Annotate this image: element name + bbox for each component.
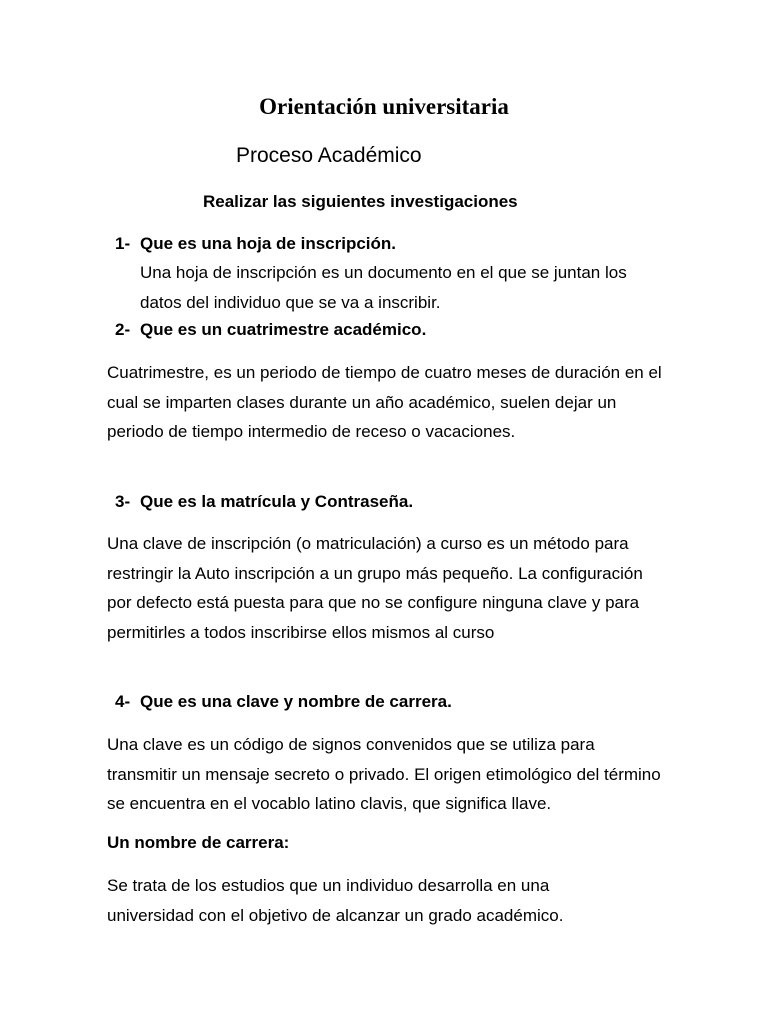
question-answer: Cuatrimestre, es un periodo de tiempo de cuatro meses de duración en el cual se imparten clases durante un año académico, suelen dejar un periodo de tiempo intermedio de receso o vacaciones.	[107, 363, 662, 441]
career-name-heading: Un nombre de carrera:	[107, 833, 290, 852]
instructions-heading: Realizar las siguientes investigaciones	[203, 192, 518, 211]
career-name-text: Se trata de los estudios que un individuo desarrolla en una universidad con el objetivo de alcanzar un grado académico.	[107, 876, 564, 925]
question-answer: Una clave es un código de signos convenidos que se utiliza para transmitir un mensaje secreto o privado. El origen etimológico del término se encuentra en el vocablo latino clavis, que significa llave.	[107, 735, 661, 813]
document-subtitle: Proceso Académico	[236, 144, 422, 167]
question-number: 2-	[115, 320, 131, 339]
question-text: Que es una clave y nombre de carrera.	[140, 692, 452, 711]
document-title: Orientación universitaria	[259, 94, 509, 119]
question-answer: Una hoja de inscripción es un documento en el que se juntan los datos del individuo que se va a inscribir.	[140, 263, 627, 312]
question-answer: Una clave de inscripción (o matriculación) a curso es un método para restringir la Auto inscripción a un grupo más pequeño. La configuración por defecto está puesta para que no se configure ninguna clave y para permitirles a todos inscribirse ellos mismos al curso	[107, 534, 643, 642]
question-number: 3-	[115, 492, 131, 511]
question-text: Que es un cuatrimestre académico.	[140, 320, 427, 339]
question-number: 1-	[115, 234, 131, 253]
question-number: 4-	[115, 692, 131, 711]
question-text: Que es una hoja de inscripción.	[140, 234, 397, 253]
question-text: Que es la matrícula y Contraseña.	[140, 492, 414, 511]
